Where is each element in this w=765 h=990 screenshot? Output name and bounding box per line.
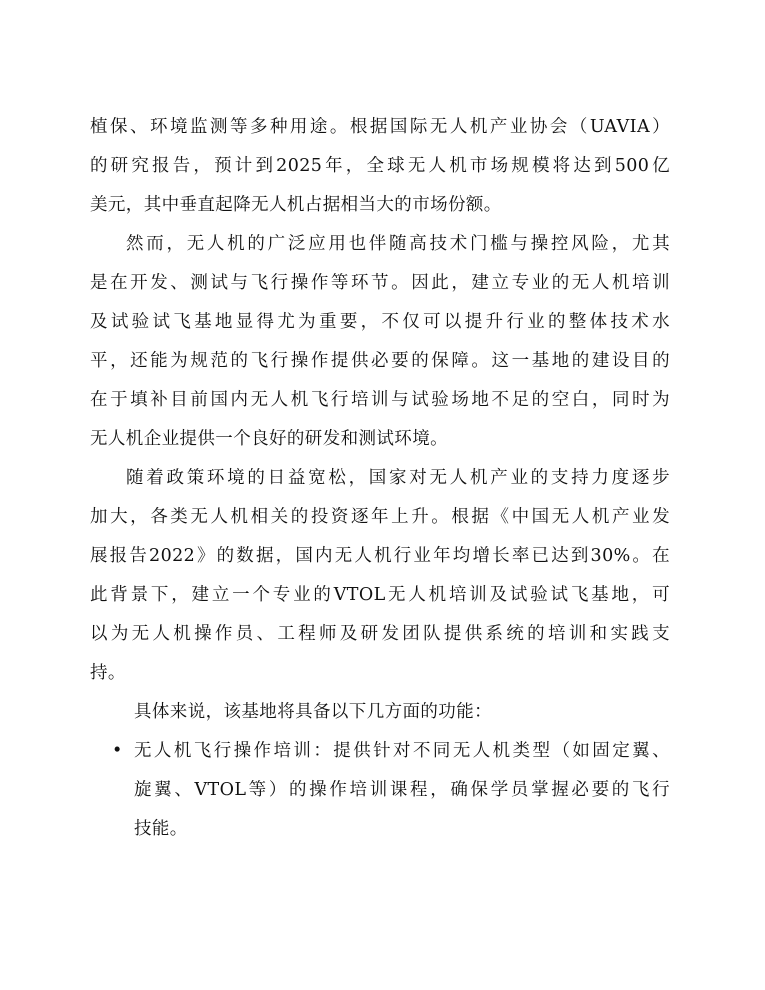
list-item bbox=[90, 732, 670, 849]
text-line: 此背景下，建立一个专业的VTOL无人机培训及试验试飞基地，可 bbox=[90, 585, 670, 605]
text-line: 及试验试飞基地显得尤为重要，不仅可以提升行业的整体技术水 bbox=[90, 312, 670, 332]
text-line: 的研究报告，预计到2025年，全球无人机市场规模将达到500亿 bbox=[90, 156, 670, 176]
text-line: 美元，其中垂直起降无人机占据相当大的市场份额。 bbox=[90, 195, 502, 215]
paragraph-functions-intro bbox=[90, 693, 670, 732]
text-line: 无人机企业提供一个良好的研发和测试环境。 bbox=[90, 429, 448, 449]
text-line: 植保、环境监测等多种用途。根据国际无人机产业协会（UAVIA） bbox=[90, 117, 670, 137]
text-line: 是在开发、测试与飞行操作等环节。因此，建立专业的无人机培训 bbox=[90, 273, 670, 293]
text-line: 持。 bbox=[90, 663, 126, 683]
text-line: 随着政策环境的日益宽松，国家对无人机产业的支持力度逐步 bbox=[126, 468, 670, 488]
text-line: 在于填补目前国内无人机飞行培训与试验场地不足的空白，同时为 bbox=[90, 390, 670, 410]
paragraph-challenges bbox=[90, 225, 670, 459]
text-line: 加大，各类无人机相关的投资逐年上升。根据《中国无人机产业发 bbox=[90, 507, 670, 527]
text-line: 然而，无人机的广泛应用也伴随高技术门槛与操控风险，尤其 bbox=[126, 234, 670, 254]
text-line: 平，还能为规范的飞行操作提供必要的保障。这一基地的建设目的 bbox=[90, 351, 670, 371]
text-line: 技能。 bbox=[134, 819, 188, 839]
text-line: 展报告2022》的数据，国内无人机行业年均增长率已达到30%。在 bbox=[90, 546, 670, 566]
document-body bbox=[90, 108, 670, 849]
paragraph-policy bbox=[90, 459, 670, 693]
bullet-marker: • bbox=[112, 741, 123, 761]
text-line: 具体来说，该基地将具备以下几方面的功能： bbox=[134, 702, 492, 722]
text-line: 无人机飞行操作培训：提供针对不同无人机类型（如固定翼、 bbox=[134, 741, 670, 761]
function-bullet-list bbox=[90, 732, 670, 849]
text-line: 以为无人机操作员、工程师及研发团队提供系统的培训和实践支 bbox=[90, 624, 670, 644]
text-line: 旋翼、VTOL等）的操作培训课程，确保学员掌握必要的飞行 bbox=[134, 780, 670, 800]
paragraph-market-report bbox=[90, 108, 670, 225]
